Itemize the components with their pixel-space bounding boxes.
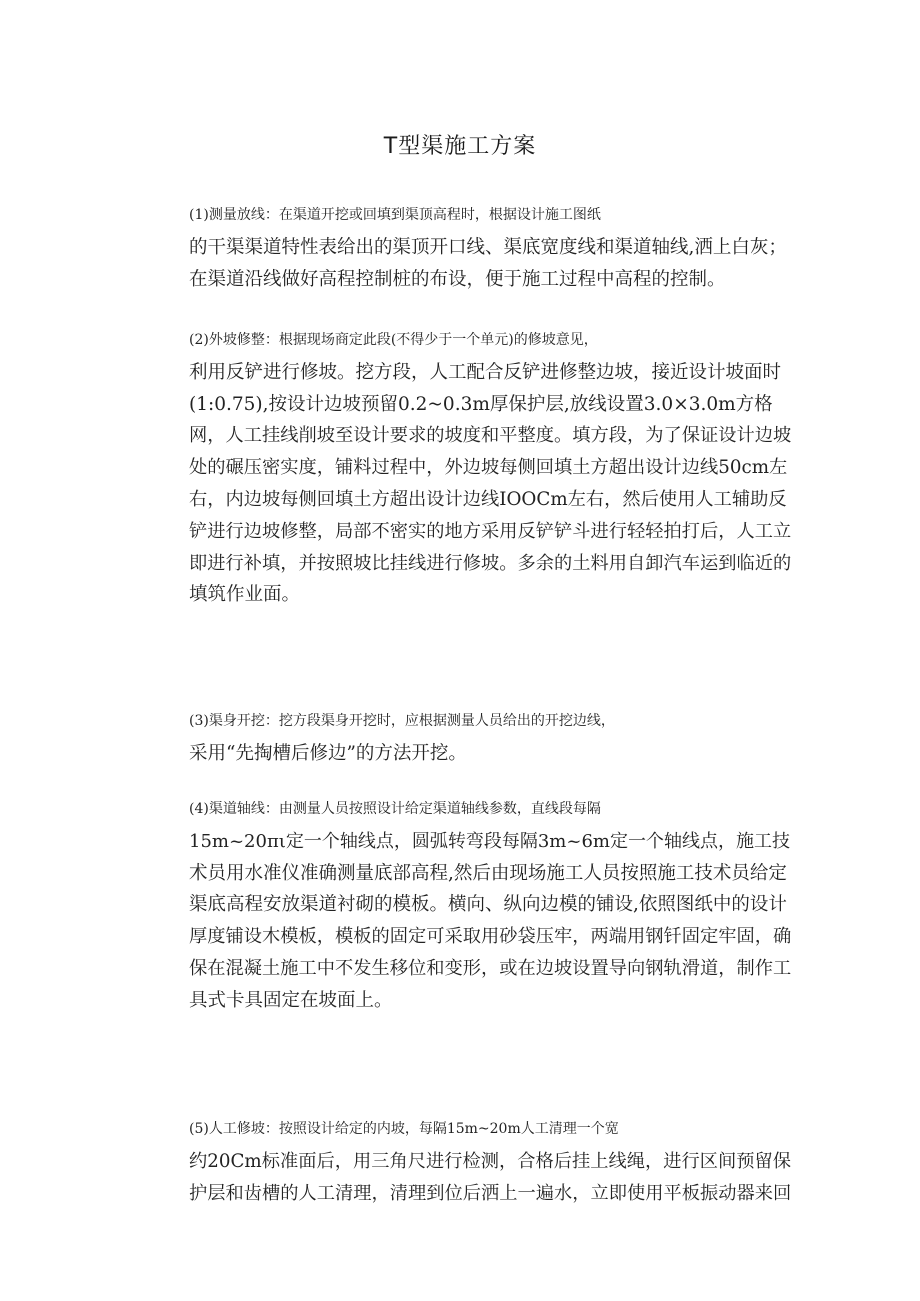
text-line: 即进行补填，并按照坡比挂线进行修坡。多余的土料用自卸汽车运到临近的 bbox=[189, 552, 792, 574]
text-line: 铲进行边坡修整，局部不密实的地方采用反铲铲斗进行轻轻拍打后，人工立 bbox=[189, 520, 792, 542]
text-line: 护层和齿槽的人工清理，清理到位后洒上一遍水，立即使用平板振动器来回 bbox=[189, 1182, 792, 1204]
paragraph-survey-layout bbox=[137, 200, 791, 295]
text-line: 网，人工挂线削坡至设计要求的坡度和平整度。填方段，为了保证设计边坡 bbox=[189, 425, 792, 447]
text-line: 15m~20πι定一个轴线点，圆弧转弯段每隔3m~6m定一个轴线点，施工技 bbox=[189, 830, 790, 852]
text-line: 处的碾压密实度，铺料过程中，外边坡每侧回填土方超出设计边线50cm左 bbox=[189, 457, 788, 479]
text-line: 保在混凝土施工中不发生移位和变形，或在边坡设置导向钢轨滑道，制作工 bbox=[189, 957, 792, 979]
text-line: 在渠道沿线做好高程控制桩的布设，便于施工过程中高程的控制。 bbox=[189, 268, 726, 290]
text-line: (5)人工修坡：按照设计给定的内坡，每隔15m~20m人工清理一个宽 bbox=[189, 1121, 619, 1137]
text-line: 具式卡具固定在坡面上。 bbox=[189, 989, 393, 1011]
text-line: 厚度铺设木模板，模板的固定可采取用砂袋压牢，两端用钢钎固定牢固，确 bbox=[189, 926, 792, 948]
text-line: (2)外坡修整：根据现场商定此段(不得少于一个单元)的修坡意见， bbox=[189, 332, 598, 348]
text-line: 采用“先掏槽后修边”的方法开挖。 bbox=[189, 742, 467, 764]
paragraph-manual-slope-repair bbox=[137, 1114, 791, 1209]
text-line: 利用反铲进行修坡。挖方段，人工配合反铲进修整边坡，接近设计坡面时 bbox=[189, 361, 782, 383]
text-line: 渠底高程安放渠道衬砌的模板。横向、纵向边模的铺设,依照图纸中的设计 bbox=[189, 894, 787, 916]
text-line: 填筑作业面。 bbox=[189, 584, 301, 606]
text-line: (1:0.75),按设计边坡预留0.2~0.3m厚保护层,放线设置3.0×3.0m方格 bbox=[189, 393, 773, 415]
text-line: 约20Cm标准面后，用三角尺进行检测，合格后挂上线绳，进行区间预留保 bbox=[189, 1150, 791, 1172]
text-line: 的干渠渠道特性表给出的渠顶开口线、渠底宽度线和渠道轴线,洒上白灰； bbox=[189, 236, 787, 258]
text-line: (3)渠身开挖：挖方段渠身开挖时，应根据测量人员给出的开挖边线， bbox=[189, 713, 615, 729]
text-line: 右，内边坡每侧回填土方超出设计边线IOOCm左右，然后使用人工辅助反 bbox=[189, 488, 787, 510]
text-line: (1)测量放线：在渠道开挖或回填到渠顶高程时，根据设计施工图纸 bbox=[189, 207, 601, 223]
text-line: 术员用水准仪准确测量底部高程,然后由现场施工人员按照施工技术员给定 bbox=[189, 862, 787, 884]
document-title: T型渠施工方案 bbox=[383, 134, 537, 159]
text-line: (4)渠道轴线：由测量人员按照设计给定渠道轴线参数，直线段每隔 bbox=[189, 801, 601, 817]
paragraph-channel-axis bbox=[137, 794, 791, 1017]
paragraph-channel-excavation bbox=[137, 706, 791, 770]
paragraph-outer-slope-trimming bbox=[137, 325, 791, 611]
